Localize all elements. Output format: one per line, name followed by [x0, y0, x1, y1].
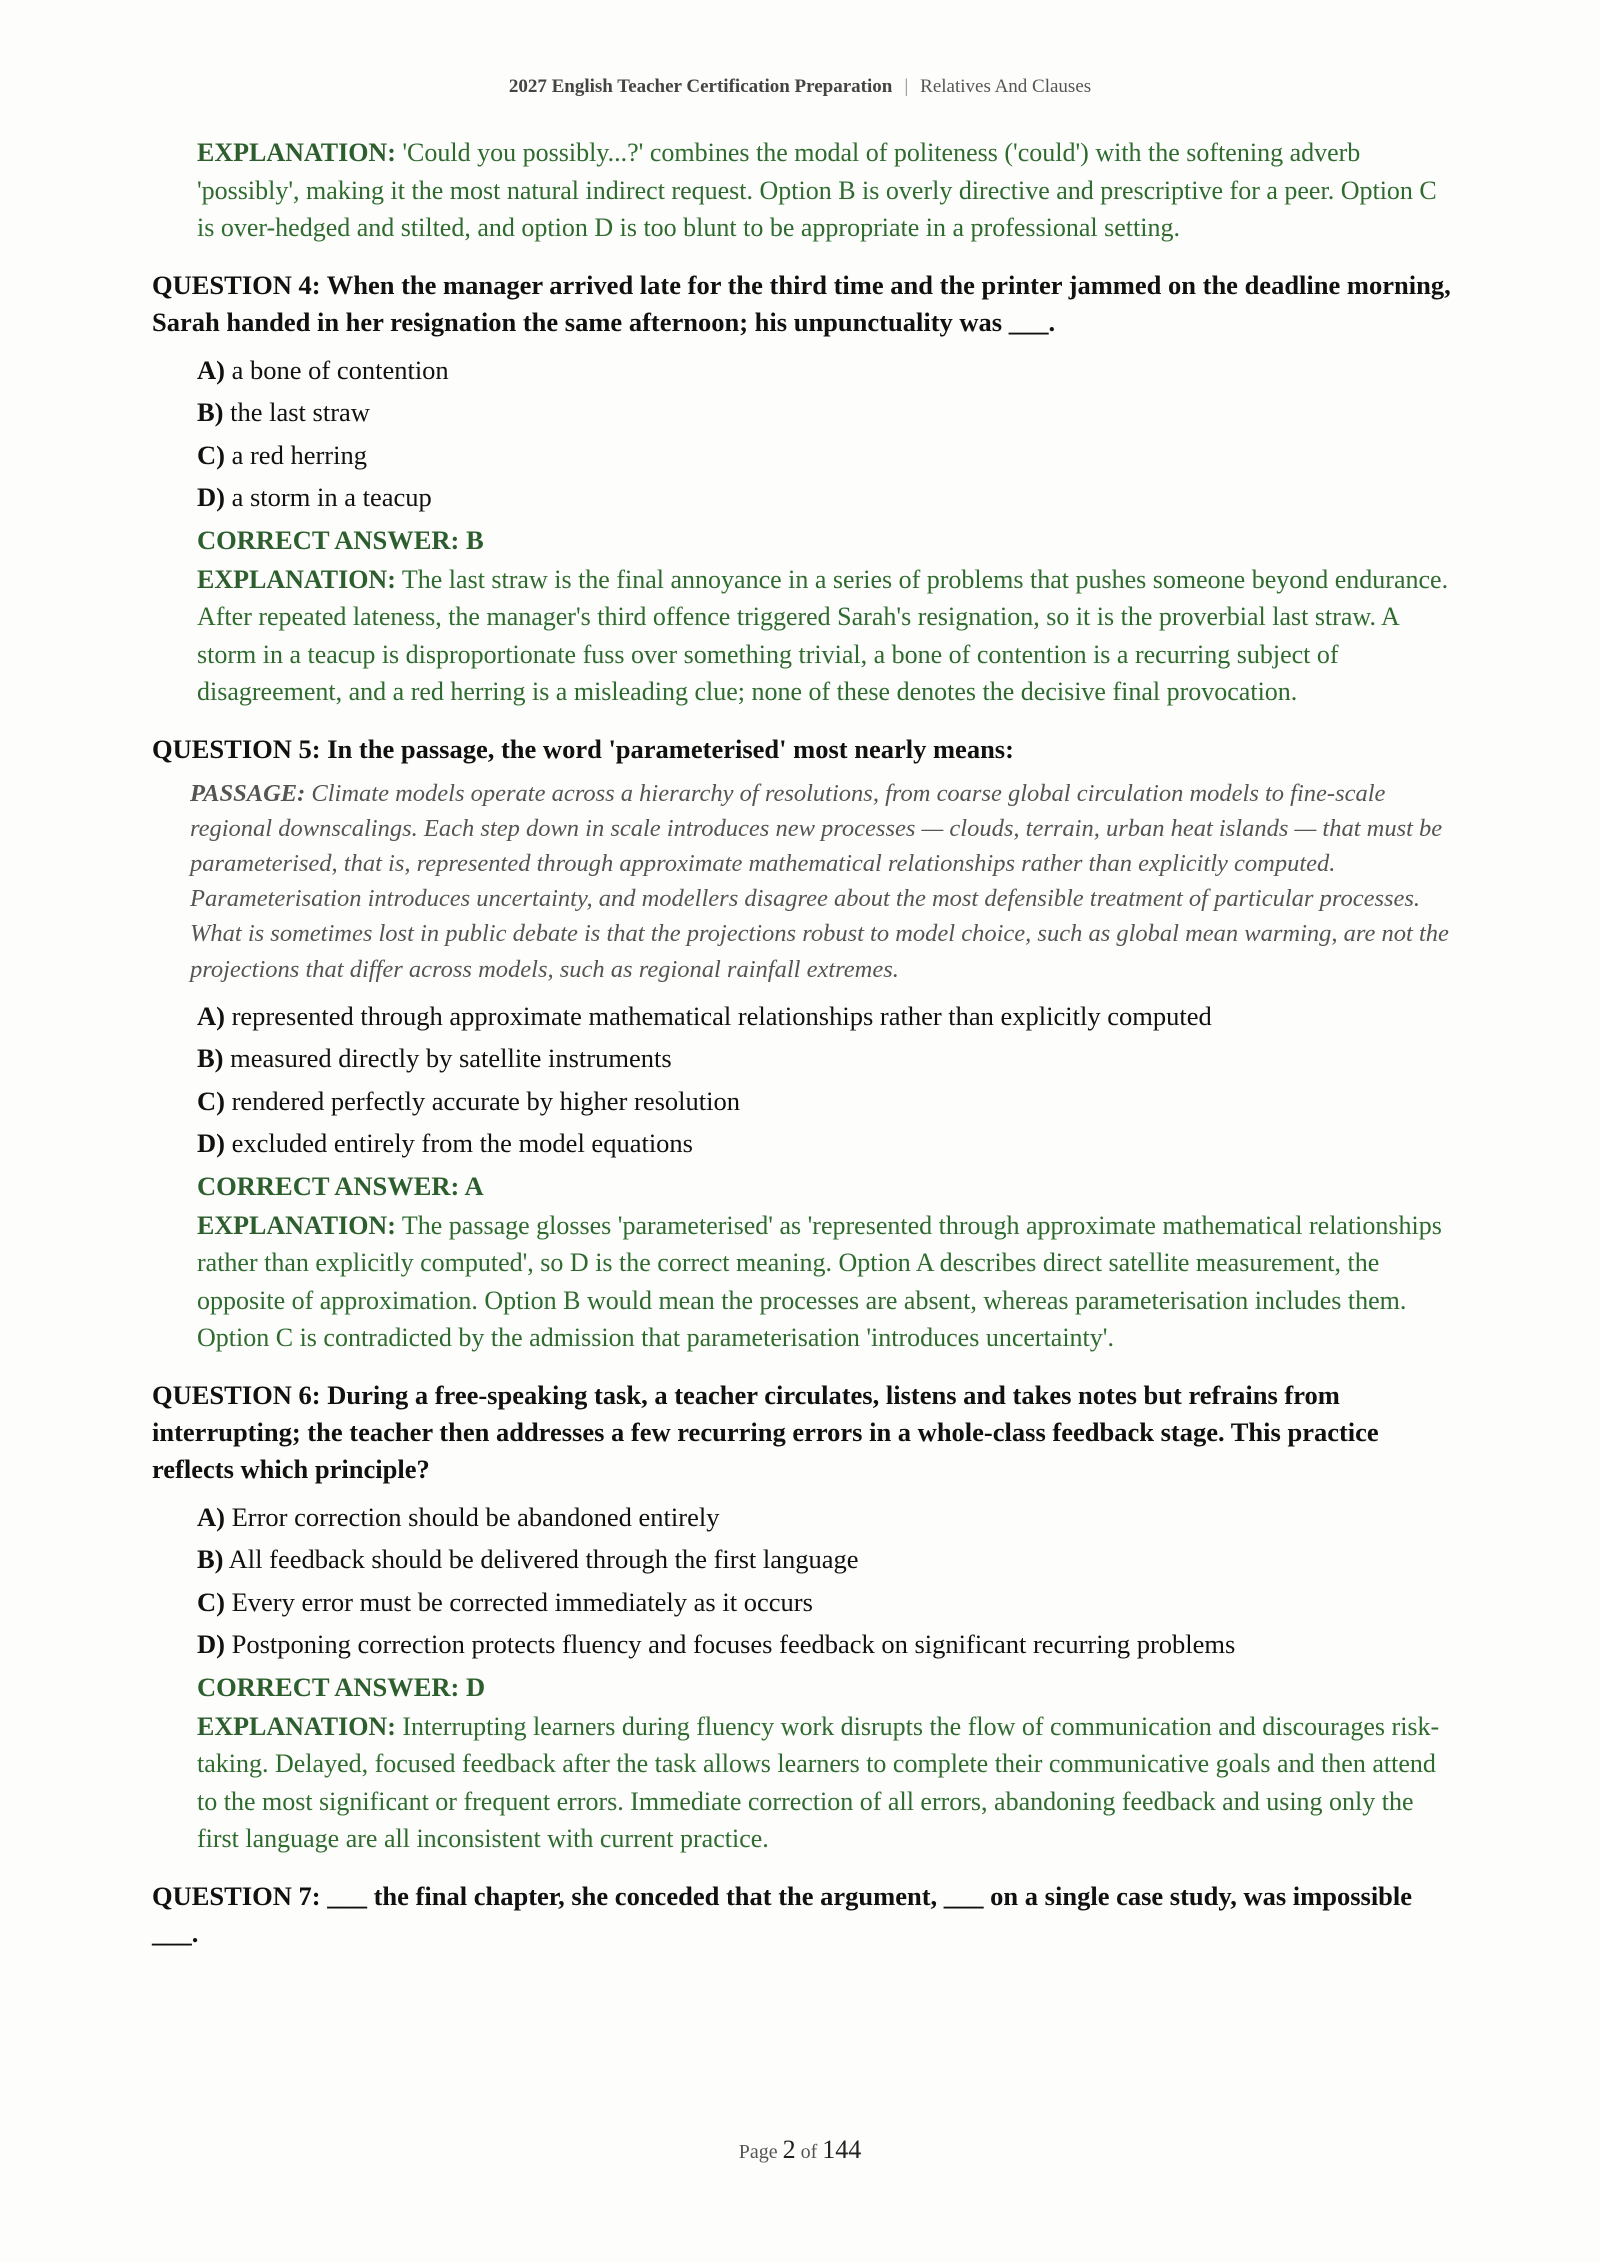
q5-correct-answer: CORRECT ANSWER: A	[197, 1170, 484, 1201]
page-header	[0, 76, 1600, 98]
page-word: Page	[738, 2141, 778, 2163]
question-6: QUESTION 6: During a free-speaking task, a teacher circulates, listens and takes notes but refrains from interrupting; the teacher then addresses a few recurring errors in a whole-class feedback stage. This practice reflects which principle?	[152, 1379, 1379, 1484]
of-word: of	[800, 2141, 818, 2163]
question-5: QUESTION 5: In the passage, the word 'parameterised' most nearly means:	[152, 733, 1014, 764]
q5-option-d: D) excluded entirely from the model equations	[197, 1128, 693, 1159]
q4-correct-answer: CORRECT ANSWER: B	[197, 524, 484, 555]
q6-option-c: C) Every error must be corrected immediately as it occurs	[197, 1586, 813, 1617]
q6-explanation	[197, 1708, 1452, 1858]
passage-label: PASSAGE:	[190, 779, 306, 807]
document-title: 2027 English Teacher Certification Preparation	[508, 76, 893, 97]
page-footer	[0, 2135, 1600, 2165]
q6-option-b: B) All feedback should be delivered through the first language	[197, 1544, 859, 1575]
explanation-label: EXPLANATION:	[197, 1711, 396, 1741]
passage-text: Climate models operate across a hierarchy of resolutions, from coarse global circulation models to fine-scale regional downscalings. Each step down in scale introduces new processes — clouds, terrain, urban heat islands — that must be parameterised, that is, represented through approximate mathematical relationships rather than explicitly computed. Parameterisation introduces uncertainty, and modellers disagree about the most defensible treatment of particular processes. What is sometimes lost in public debate is that the projections robust to model choice, such as global mean warming, are not the projections that differ across models, such as regional rainfall extremes.	[190, 779, 1449, 983]
explanation-text: Interrupting learners during fluency work disrupts the flow of communication and discourages risk-taking. Delayed, focused feedback after the task allows learners to complete their communicative goals and then attend to the most significant or frequent errors. Immediate correction of all errors, abandoning feedback and using only the first language are all inconsistent with current practice.	[197, 1711, 1440, 1854]
q5-option-a: A) represented through approximate mathematical relationships rather than explicitly computed	[197, 1000, 1212, 1031]
section-title: Relatives And Clauses	[920, 76, 1092, 97]
page-total: 144	[822, 2135, 862, 2164]
q5-option-b: B) measured directly by satellite instruments	[197, 1043, 672, 1074]
q6-option-d: D) Postponing correction protects fluency and focuses feedback on significant recurring problems	[197, 1629, 1236, 1660]
q6-option-a: A) Error correction should be abandoned entirely	[197, 1501, 720, 1532]
q5-option-c: C) rendered perfectly accurate by higher resolution	[197, 1085, 740, 1116]
header-separator: |	[904, 76, 909, 97]
q4-explanation	[197, 561, 1452, 711]
question-4: QUESTION 4: When the manager arrived late for the third time and the printer jammed on the deadline morning, Sarah handed in her resignation the same afternoon; his unpunctuality was ___.	[152, 269, 1451, 337]
q5-explanation	[197, 1207, 1452, 1357]
q4-option-c: C) a red herring	[197, 439, 367, 470]
q4-option-a: A) a bone of contention	[197, 354, 449, 385]
explanation-text: The passage glosses 'parameterised' as 'represented through approximate mathematical relationships rather than explicitly computed', so D is the correct meaning. Option A describes direct satellite measurement, the opposite of approximation. Option B would mean the processes are absent, whereas parameterisation includes them. Option C is contradicted by the admission that parameterisation 'introduces uncertainty'.	[197, 1210, 1442, 1353]
q4-option-b: B) the last straw	[197, 397, 370, 427]
explanation-label: EXPLANATION:	[197, 138, 396, 167]
question-7: QUESTION 7: ___ the final chapter, she conceded that the argument, ___ on a single case study, was impossible ___.	[152, 1880, 1413, 1948]
page-number: 2	[782, 2135, 796, 2164]
explanation-label: EXPLANATION:	[197, 564, 396, 594]
q3-explanation	[197, 134, 1452, 247]
explanation-text: The last straw is the final annoyance in a series of problems that pushes someone beyond endurance. After repeated lateness, the manager's third offence triggered Sarah's resignation, so it is the proverbial last straw. A storm in a teacup is disproportionate fuss over something trivial, a bone of contention is a recurring subject of disagreement, and a red herring is a misleading clue; none of these denotes the decisive final provocation.	[197, 564, 1449, 706]
explanation-text: 'Could you possibly...?' combines the modal of politeness ('could') with the softening adverb 'possibly', making it the most natural indirect request. Option B is overly directive and prescriptive for a peer. Option C is over-hedged and stilted, and option D is too blunt to be appropriate in a professional setting.	[197, 138, 1437, 242]
q6-correct-answer: CORRECT ANSWER: D	[197, 1671, 486, 1702]
explanation-label: EXPLANATION:	[197, 1210, 396, 1240]
q4-option-d: D) a storm in a teacup	[197, 482, 432, 512]
page-content	[152, 134, 1452, 1960]
q5-passage	[190, 776, 1452, 987]
